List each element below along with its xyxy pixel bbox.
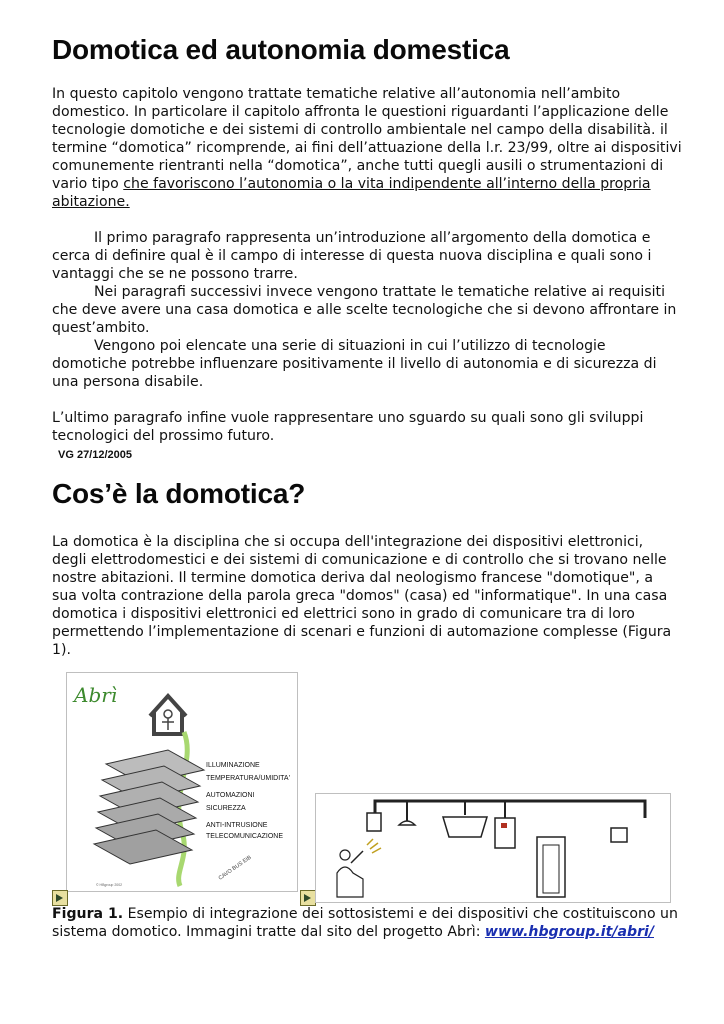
intro-text: In questo capitolo vengono trattate tematiche relative all’autonomia nell’ambito domestico. In particolare il capitolo affronta le questioni riguardanti l’applicazione delle tecnologie domotiche e dei sistemi di controllo ambientale nel campo della disabilità. il termine “domotica” ricomprende, ai fini dell’attuazione della l.r. 23/99, oltre ai dispositivi comunemente rientranti nella “domotica”, anche tutti quegli ausili o strumentazioni di vario tipo	[52, 86, 682, 192]
overview-paragraphs	[52, 229, 682, 391]
layer-label: TEMPERATURA/UMIDITA'	[206, 775, 290, 782]
domotics-layers-figure	[66, 672, 298, 892]
sensor-icon	[367, 813, 381, 831]
person-icon	[164, 710, 172, 718]
alarm-icon	[611, 828, 627, 842]
blind-icon	[443, 817, 487, 837]
figure-frame	[316, 794, 671, 903]
abri-logo: Abrì	[74, 683, 118, 707]
bus-label: CAVO BUS EIB	[217, 854, 253, 882]
author-signature: VG 27/12/2005	[58, 449, 133, 461]
intro-underlined-text: che favoriscono l’autonomia o la vita indipendente all’interno della propria abitazione.	[52, 176, 651, 210]
chapter-title: Domotica ed autonomia domestica	[52, 34, 510, 65]
figure-caption	[52, 905, 682, 941]
layer-label: ILLUMINAZIONE	[206, 762, 260, 769]
layer-label: ANTI-INTRUSIONE	[206, 822, 268, 829]
layer-label: AUTOMAZIONI	[206, 792, 255, 799]
layer-label: TELECOMUNICAZIONE	[206, 833, 284, 840]
caption-label: Figura 1.	[52, 906, 124, 922]
figure-nav-button-right[interactable]	[300, 890, 316, 906]
paragraph-3: Vengono poi elencate una serie di situazioni in cui l’utilizzo di tecnologie domotiche potrebbe influenzare positivamente il livello di autonomia e di sicurezza di una persona disabile.	[52, 338, 657, 390]
caption-text: Esempio di integrazione dei sottosistemi e dei dispositivi che costituiscono un sistema domotico. Immagini tratte dal sito del progetto Abrì:	[52, 906, 678, 940]
paragraph-2: Nei paragrafi successivi invece vengono trattate le tematiche relative ai requisiti che deve avere una casa domotica e alle scelte tecnologiche che si devono affrontare in quest’ambito.	[52, 284, 677, 336]
figure-nav-button-left[interactable]	[52, 890, 68, 906]
person-icon	[340, 850, 350, 860]
paragraph-1: Il primo paragrafo rappresenta un’introduzione all’argomento della domotica e cerca di definire qual è il campo di interesse di questa nuova disciplina e quali sono i vantaggi che se ne possono trarre.	[52, 230, 652, 282]
boiler-icon	[495, 818, 515, 848]
layer-label: SICUREZZA	[206, 805, 246, 812]
paragraph-4: L’ultimo paragrafo infine vuole rappresentare uno sguardo su quali sono gli sviluppi tecnologici del prossimo futuro.	[52, 410, 644, 444]
section-title: Cos’è la domotica?	[52, 478, 306, 509]
copyright-note: © HBgroup 2002	[96, 883, 123, 887]
definition-paragraph: La domotica è la disciplina che si occupa dell'integrazione dei dispositivi elettronici, degli elettrodomestici e dei sistemi di comunicazione e di controllo che si trovano nelle nostre abitazioni. Il termine domotica deriva dal neologismo francese "domotique", a sua volta contrazione della parola greca "domos" (casa) ed "informatique". In una casa domotica i dispositivi elettronici ed elettrici sono in grado di comunicare tra di loro permettendo l’implementazione di scenari e funzioni di automazione complesse (Figura 1).	[52, 534, 672, 658]
caption-link[interactable]: www.hbgroup.it/abri/	[484, 924, 654, 940]
domotics-devices-figure	[315, 793, 671, 903]
intro-paragraph	[52, 85, 682, 211]
